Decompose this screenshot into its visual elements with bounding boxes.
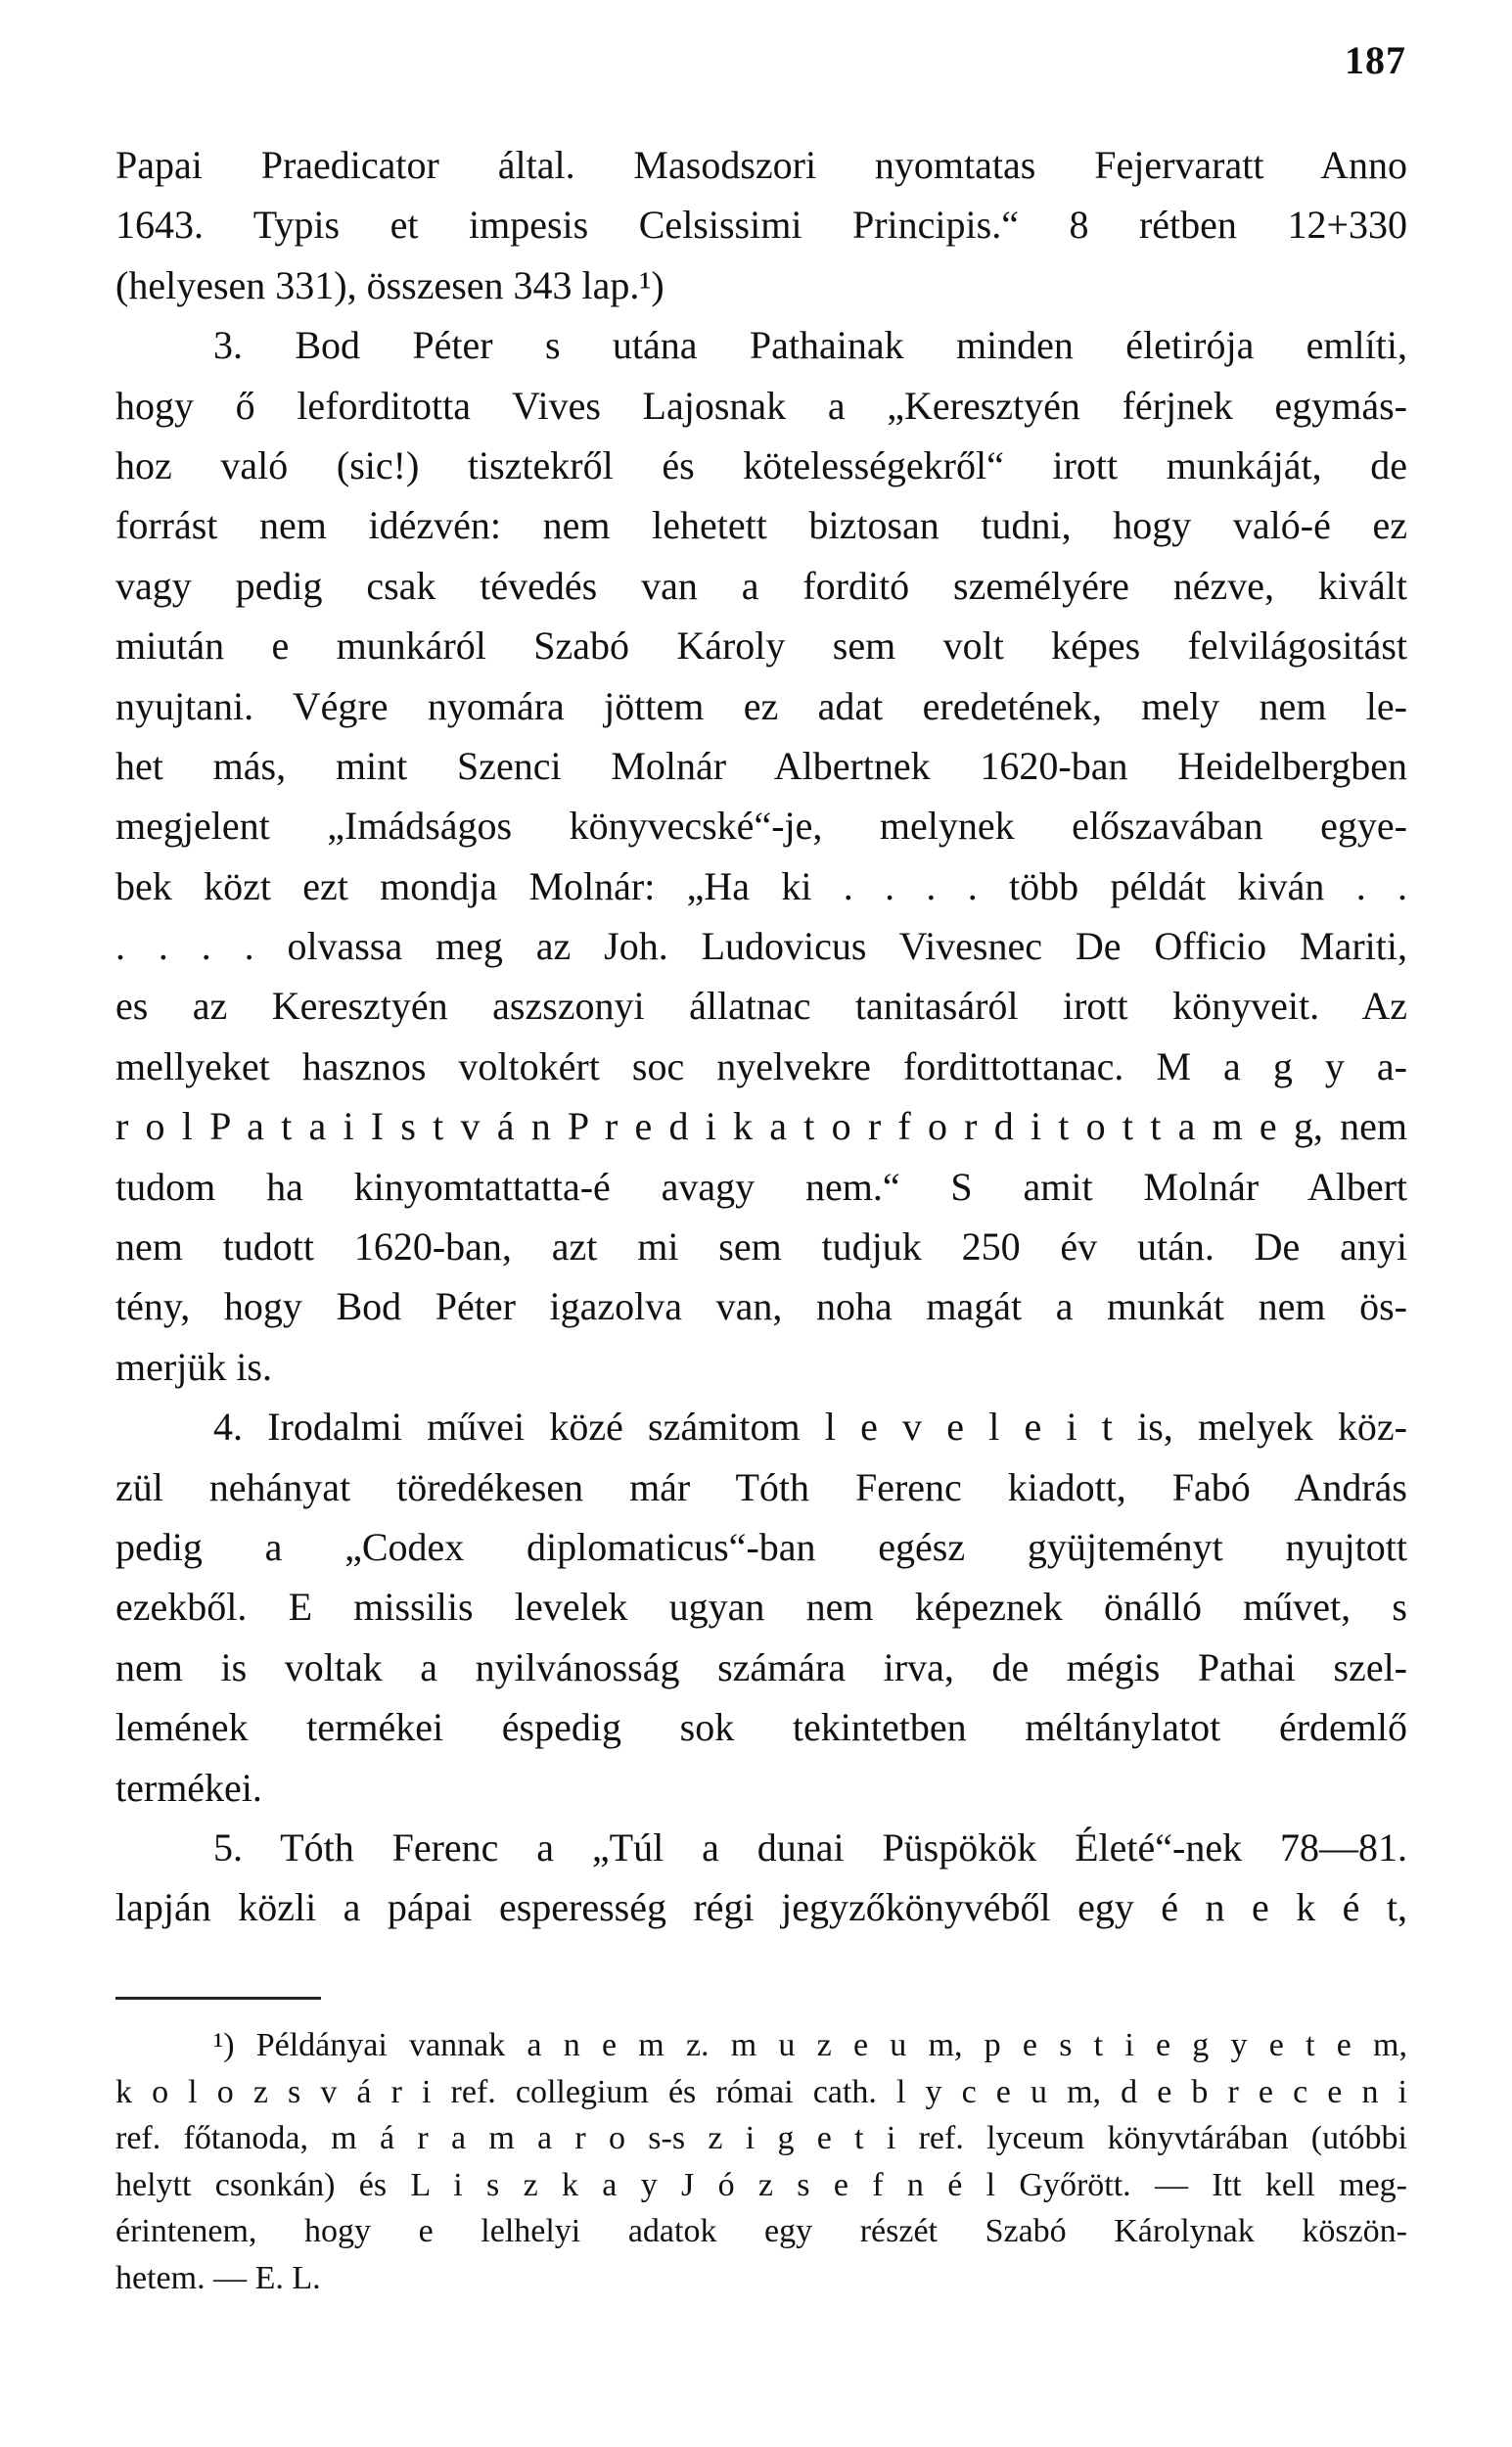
text-line: megjelent „Imádságos könyvecské“-je, melynek előszavában egye- <box>115 804 1407 849</box>
text-line: hoz való (sic!) tisztekről és kötelességekről“ irott munkáját, de <box>115 442 1407 487</box>
text-line: tény, hogy Bod Péter igazolva van, noha magát a munkát nem ös- <box>115 1284 1407 1329</box>
text-line: forrást nem idézvén: nem lehetett biztosan tudni, hogy való-é ez <box>115 503 1407 548</box>
footnotes <box>115 2022 1407 2301</box>
text-line: r o l P a t a i I s t v á n P r e d i k a t o r f o r d i t o t t a m e g, nem <box>115 1104 1407 1149</box>
text-line: es az Keresztyén aszszonyi állatnac tanitasáról irott könyveit. Az <box>115 984 1407 1029</box>
text-line: het más, mint Szenci Molnár Albertnek 1620-ban Heidelbergben <box>115 743 1407 788</box>
text-line: (helyesen 331), összesen 343 lap.¹) <box>115 262 664 307</box>
text-line: tudom ha kinyomtattatta-é avagy nem.“ S amit Molnár Albert <box>115 1164 1407 1209</box>
footnote-line: helytt csonkán) és L i s z k a y J ó z s e f n é l Győrött. — Itt kell meg- <box>115 2166 1407 2203</box>
text-line: 3. Bod Péter s utána Pathainak minden életirója említi, <box>213 323 1407 368</box>
footnote-line: ¹) Példányai vannak a n e m z. m u z e u m, p e s t i e g y e t e m, <box>213 2027 1407 2063</box>
footnote-divider <box>115 1997 321 2000</box>
footnote-line: k o l o z s v á r i ref. collegium és római cath. l y c e u m, d e b r e c e n i <box>115 2073 1407 2110</box>
text-line: termékei. <box>115 1765 262 1810</box>
text-line: . . . . olvassa meg az Joh. Ludovicus Vivesnec De Officio Mariti, <box>115 924 1407 969</box>
text-line: bek közt ezt mondja Molnár: „Ha ki . . . . több példát kiván . . <box>115 863 1407 908</box>
text-line: miután e munkáról Szabó Károly sem volt képes felvilágositást <box>115 623 1407 669</box>
page-number: 187 <box>1345 38 1406 82</box>
text-line: nem tudott 1620-ban, azt mi sem tudjuk 250 év után. De anyi <box>115 1224 1407 1270</box>
text-line: 1643. Typis et impesis Celsissimi Principis.“ 8 rétben 12+330 <box>115 203 1407 248</box>
text-line: vagy pedig csak tévedés van a forditó személyére nézve, kivált <box>115 563 1407 608</box>
text-line: zül nehányat töredékesen már Tóth Ferenc kiadott, Fabó András <box>115 1464 1407 1509</box>
text-line: 5. Tóth Ferenc a „Túl a dunai Püspökök Életé“-nek 78—81. <box>213 1824 1407 1870</box>
footnote-line: ref. főtanoda, m á r a m a r o s-s z i g e t i ref. lyceum könyvtárában (utóbbi <box>115 2120 1407 2156</box>
text-line: hogy ő leforditotta Vives Lajosnak a „Keresztyén férjnek egymás- <box>115 383 1407 428</box>
footnote-line: érintenem, hogy e lelhelyi adatok egy részét Szabó Károlynak köszön- <box>115 2213 1407 2249</box>
body-text <box>115 135 1407 1938</box>
text-line: lapján közli a pápai esperesség régi jegyzőkönyvéből egy é n e k é t, <box>115 1885 1407 1930</box>
text-line: mellyeket hasznos voltokért soc nyelvekre fordittottanac. M a g y a- <box>115 1043 1407 1088</box>
text-line: ezekből. E missilis levelek ugyan nem képeznek önálló művet, s <box>115 1585 1407 1630</box>
text-line: nyujtani. Végre nyomára jöttem ez adat eredetének, mely nem le- <box>115 683 1407 728</box>
footnote-line: hetem. — E. L. <box>115 2259 321 2296</box>
text-line: Papai Praedicator által. Masodszori nyomtatas Fejervaratt Anno <box>115 143 1407 187</box>
text-line: nem is voltak a nyilvánosság számára irva, de mégis Pathai szel- <box>115 1644 1407 1689</box>
text-line: 4. Irodalmi művei közé számitom l e v e l e i t is, melyek köz- <box>213 1405 1407 1450</box>
text-line: merjük is. <box>115 1344 272 1389</box>
text-line: pedig a „Codex diplomaticus“-ban egész gyüjteményt nyujtott <box>115 1524 1407 1569</box>
text-line: lemének termékei éspedig sok tekintetben méltánylatot érdemlő <box>115 1705 1407 1750</box>
